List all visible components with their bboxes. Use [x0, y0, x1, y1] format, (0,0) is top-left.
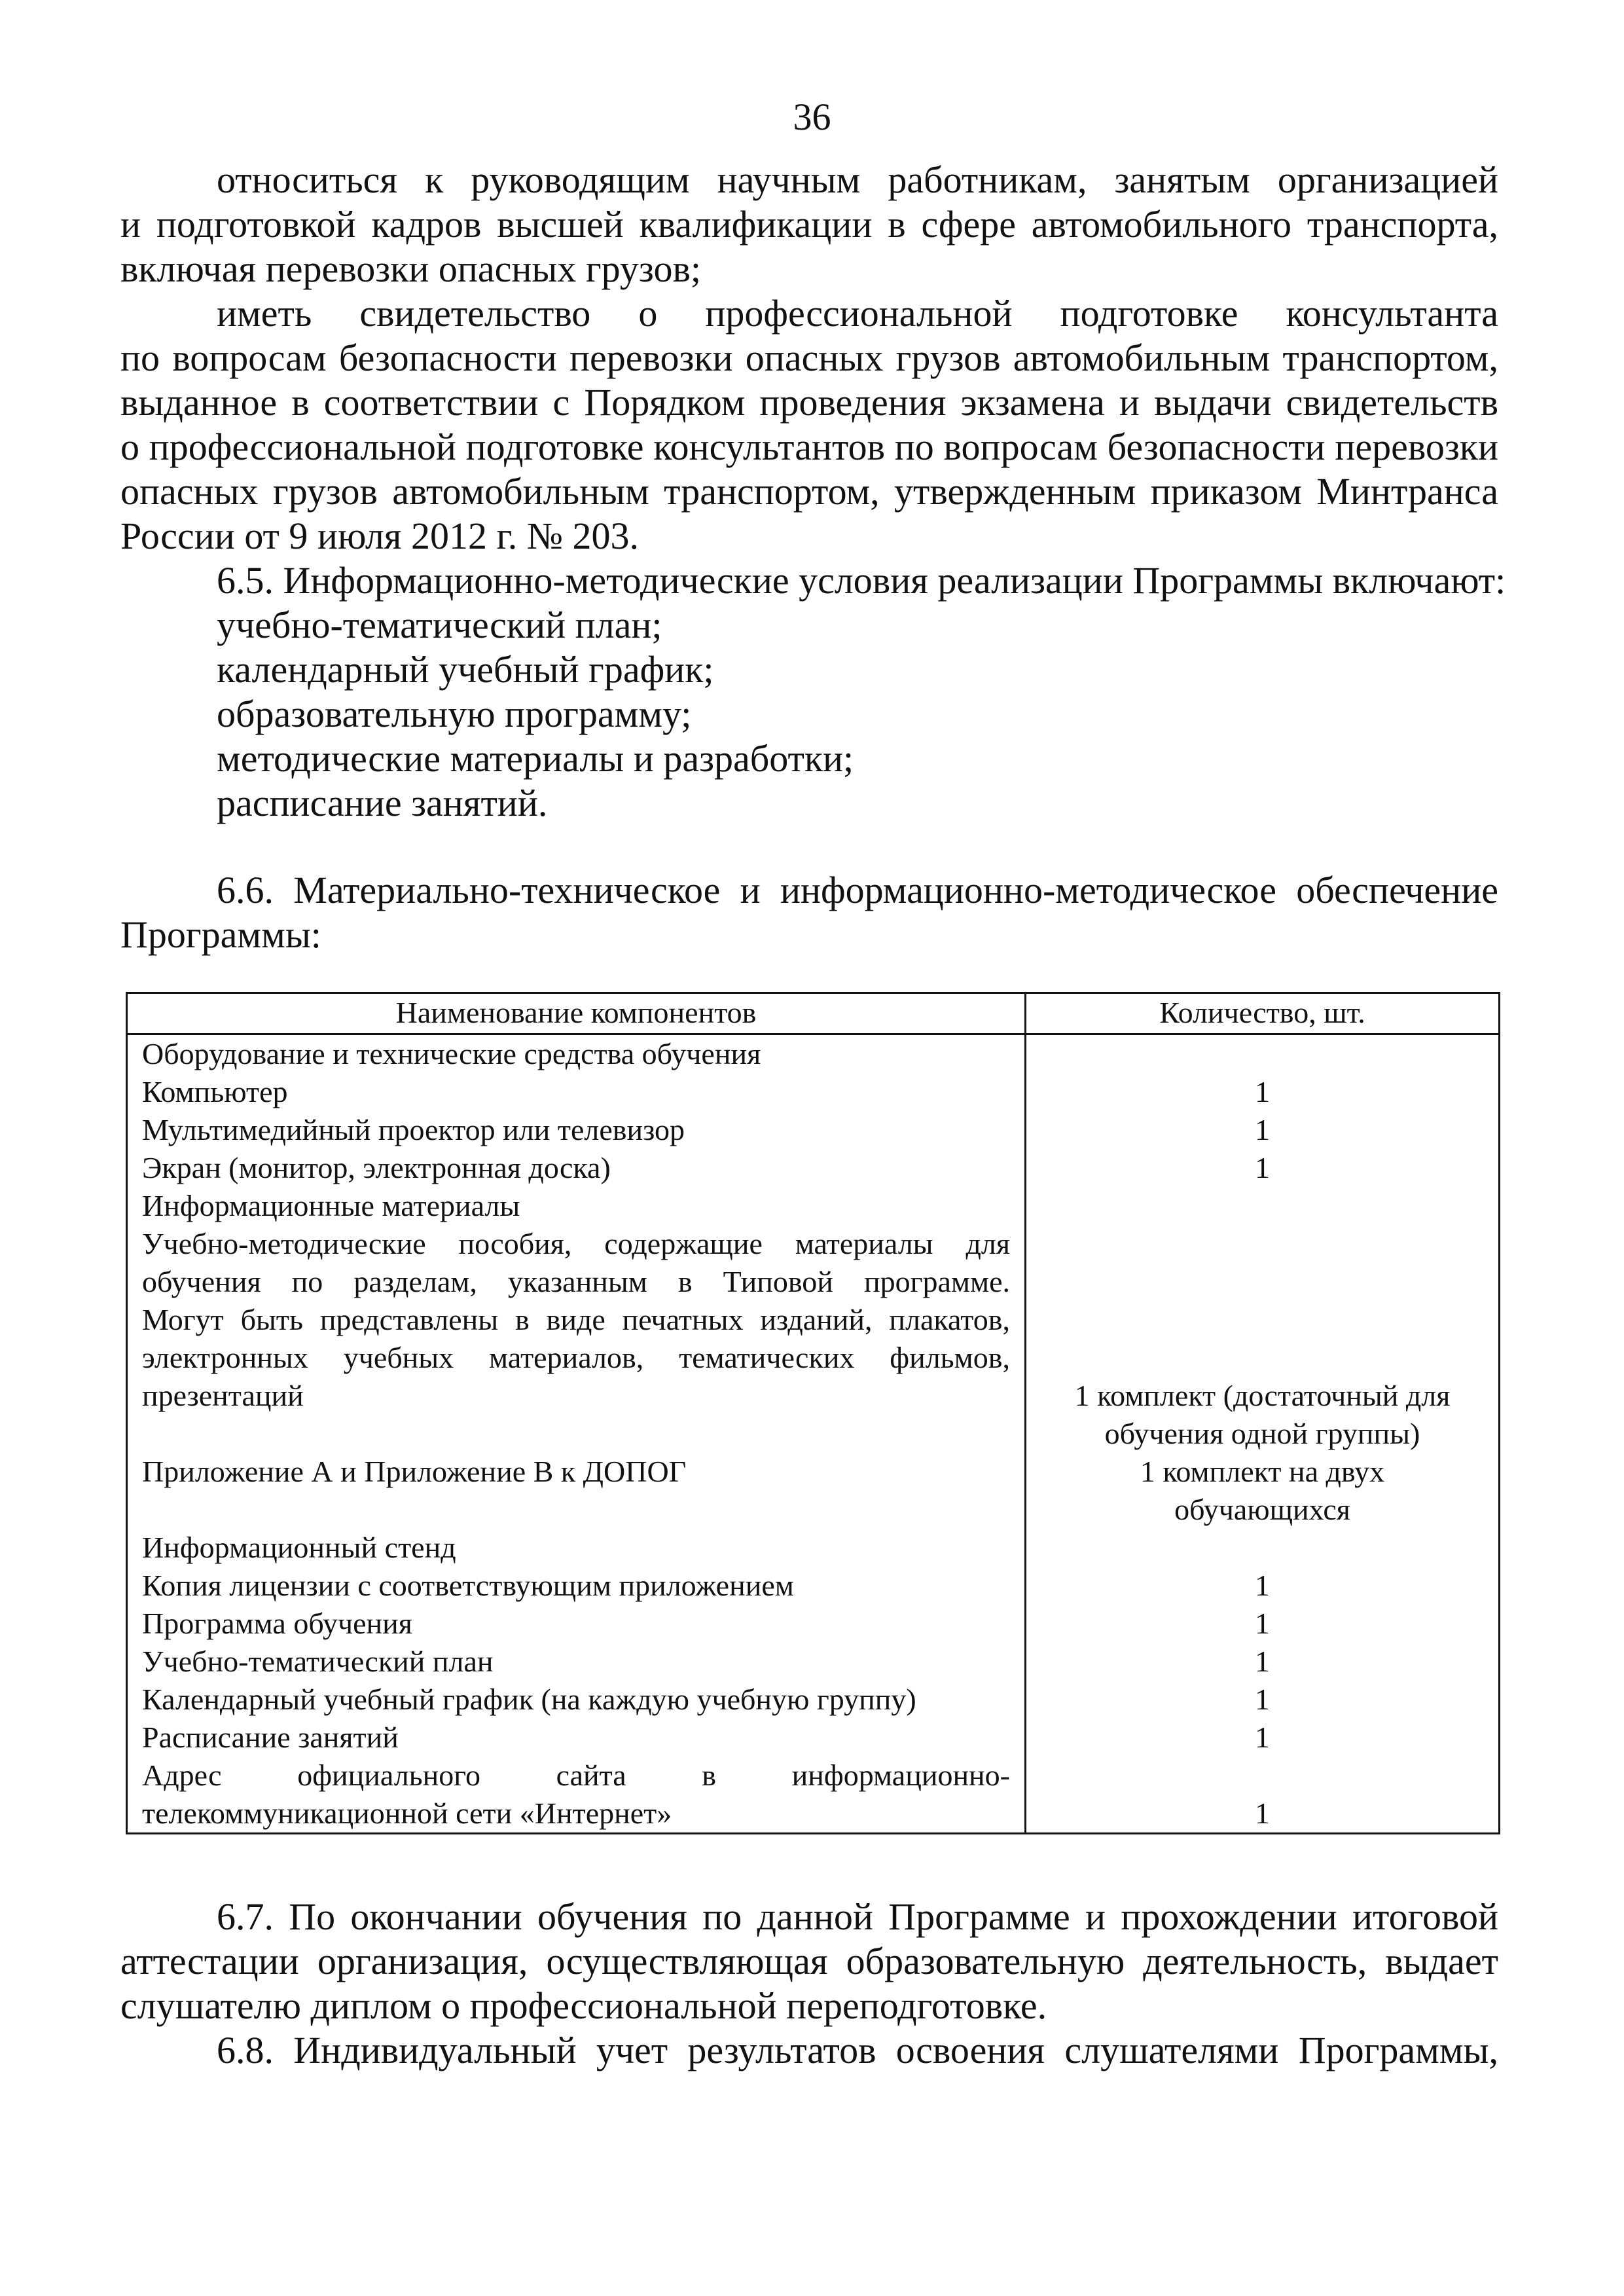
table-header-row — [127, 993, 1500, 1034]
header-name: Наименование компонентов — [127, 993, 1026, 1034]
item-qty — [1026, 1757, 1500, 1834]
item-name-line: телекоммуникационной сети «Интернет» — [142, 1796, 672, 1830]
table-row — [127, 1111, 1500, 1149]
header-qty: Количество, шт. — [1026, 993, 1500, 1034]
item-qty — [1026, 1453, 1500, 1529]
item-name — [127, 1225, 1026, 1453]
section-6-6: 6.6. Материально-техническое и информационно-методическое обеспечение — [217, 869, 1498, 911]
text-line: слушателю диплом о профессиональной переподготовке. — [120, 1984, 1047, 2027]
table-row — [127, 1681, 1500, 1719]
text-line: относиться к руководящим научным работникам, занятым организацией — [217, 158, 1498, 201]
item-qty: 1 — [1026, 1567, 1500, 1605]
section-6-5: 6.5. Информационно-методические условия реализации Программы включают: — [217, 559, 1506, 602]
group-title: Оборудование и технические средства обучения — [127, 1034, 1026, 1074]
text-line: аттестации организация, осуществляющая образовательную деятельность, выдает — [120, 1940, 1498, 1982]
list-item: учебно-тематический план; — [217, 604, 662, 646]
item-name-line: презентаций — [142, 1379, 304, 1412]
item-qty-line: 1 комплект (достаточный для — [1074, 1379, 1451, 1412]
list-item: календарный учебный график; — [217, 648, 714, 691]
item-name: Расписание занятий — [127, 1719, 1026, 1757]
list-item: методические материалы и разработки; — [217, 737, 854, 780]
text-line: по вопросам безопасности перевозки опасных грузов автомобильным транспортом, — [120, 337, 1498, 379]
item-qty-line: обучающихся — [1174, 1493, 1350, 1526]
text-line: России от 9 июля 2012 г. № 203. — [120, 515, 640, 557]
table-row — [127, 1719, 1500, 1757]
item-qty: 1 — [1026, 1111, 1500, 1149]
item-name-line: Адрес официального сайта в информационно- — [142, 1758, 1010, 1792]
item-qty: 1 — [1026, 1605, 1500, 1643]
table-row — [127, 1757, 1500, 1834]
list-item: расписание занятий. — [217, 782, 548, 824]
resources-table — [126, 992, 1500, 1834]
item-qty-line: 1 — [1255, 1796, 1270, 1830]
text-line: иметь свидетельство о профессиональной подготовке консультанта — [217, 292, 1498, 335]
list-item: образовательную программу; — [217, 693, 692, 735]
text-line: опасных грузов автомобильным транспортом, утвержденным приказом Минтранса — [120, 470, 1498, 513]
group-title: Информационный стенд — [127, 1529, 1026, 1567]
item-name: Программа обучения — [127, 1605, 1026, 1643]
item-qty — [1026, 1225, 1500, 1453]
item-name: Экран (монитор, электронная доска) — [127, 1149, 1026, 1187]
table-row — [127, 1643, 1500, 1681]
item-qty: 1 — [1026, 1719, 1500, 1757]
item-name: Компьютер — [127, 1073, 1026, 1111]
page-number: 36 — [793, 96, 831, 138]
table-row — [127, 1225, 1500, 1453]
table-row — [127, 1149, 1500, 1187]
item-qty-line: обучения одной группы) — [1104, 1417, 1420, 1450]
item-name: Календарный учебный график (на каждую учебную группу) — [127, 1681, 1026, 1719]
item-qty-line: 1 комплект на двух — [1140, 1455, 1385, 1488]
item-qty: 1 — [1026, 1643, 1500, 1681]
group-row — [127, 1187, 1500, 1225]
text-line: и подготовкой кадров высшей квалификации в сфере автомобильного транспорта, — [120, 203, 1498, 246]
item-name-line: Могут быть представлены в виде печатных изданий, плакатов, — [142, 1303, 1010, 1336]
text-line: выданное в соответствии с Порядком проведения экзамена и выдачи свидетельств — [120, 381, 1498, 424]
item-name-line: электронных учебных материалов, тематических фильмов, — [142, 1341, 1010, 1374]
item-qty: 1 — [1026, 1149, 1500, 1187]
item-name-line: Учебно-методические пособия, содержащие материалы для — [142, 1227, 1010, 1260]
text-line: Программы: — [120, 913, 321, 956]
item-name: Приложение А и Приложение В к ДОПОГ — [127, 1453, 1026, 1529]
group-row — [127, 1529, 1500, 1567]
item-name — [127, 1757, 1026, 1834]
group-row — [127, 1034, 1500, 1074]
group-title: Информационные материалы — [127, 1187, 1026, 1225]
table-row — [127, 1073, 1500, 1111]
table-row — [127, 1453, 1500, 1529]
item-name-line: обучения по разделам, указанным в Типовой программе. — [142, 1265, 1010, 1298]
item-name: Копия лицензии с соответствующим приложением — [127, 1567, 1026, 1605]
text-line: о профессиональной подготовке консультантов по вопросам безопасности перевозки — [120, 426, 1498, 468]
section-6-7: 6.7. По окончании обучения по данной Программе и прохождении итоговой — [217, 1895, 1498, 1938]
table-row — [127, 1567, 1500, 1605]
item-name: Учебно-тематический план — [127, 1643, 1026, 1681]
item-qty: 1 — [1026, 1073, 1500, 1111]
text-line: включая перевозки опасных грузов; — [120, 247, 701, 290]
item-qty: 1 — [1026, 1681, 1500, 1719]
section-6-8: 6.8. Индивидуальный учет результатов освоения слушателями Программы, — [217, 2029, 1498, 2071]
table-row — [127, 1605, 1500, 1643]
item-name: Мультимедийный проектор или телевизор — [127, 1111, 1026, 1149]
